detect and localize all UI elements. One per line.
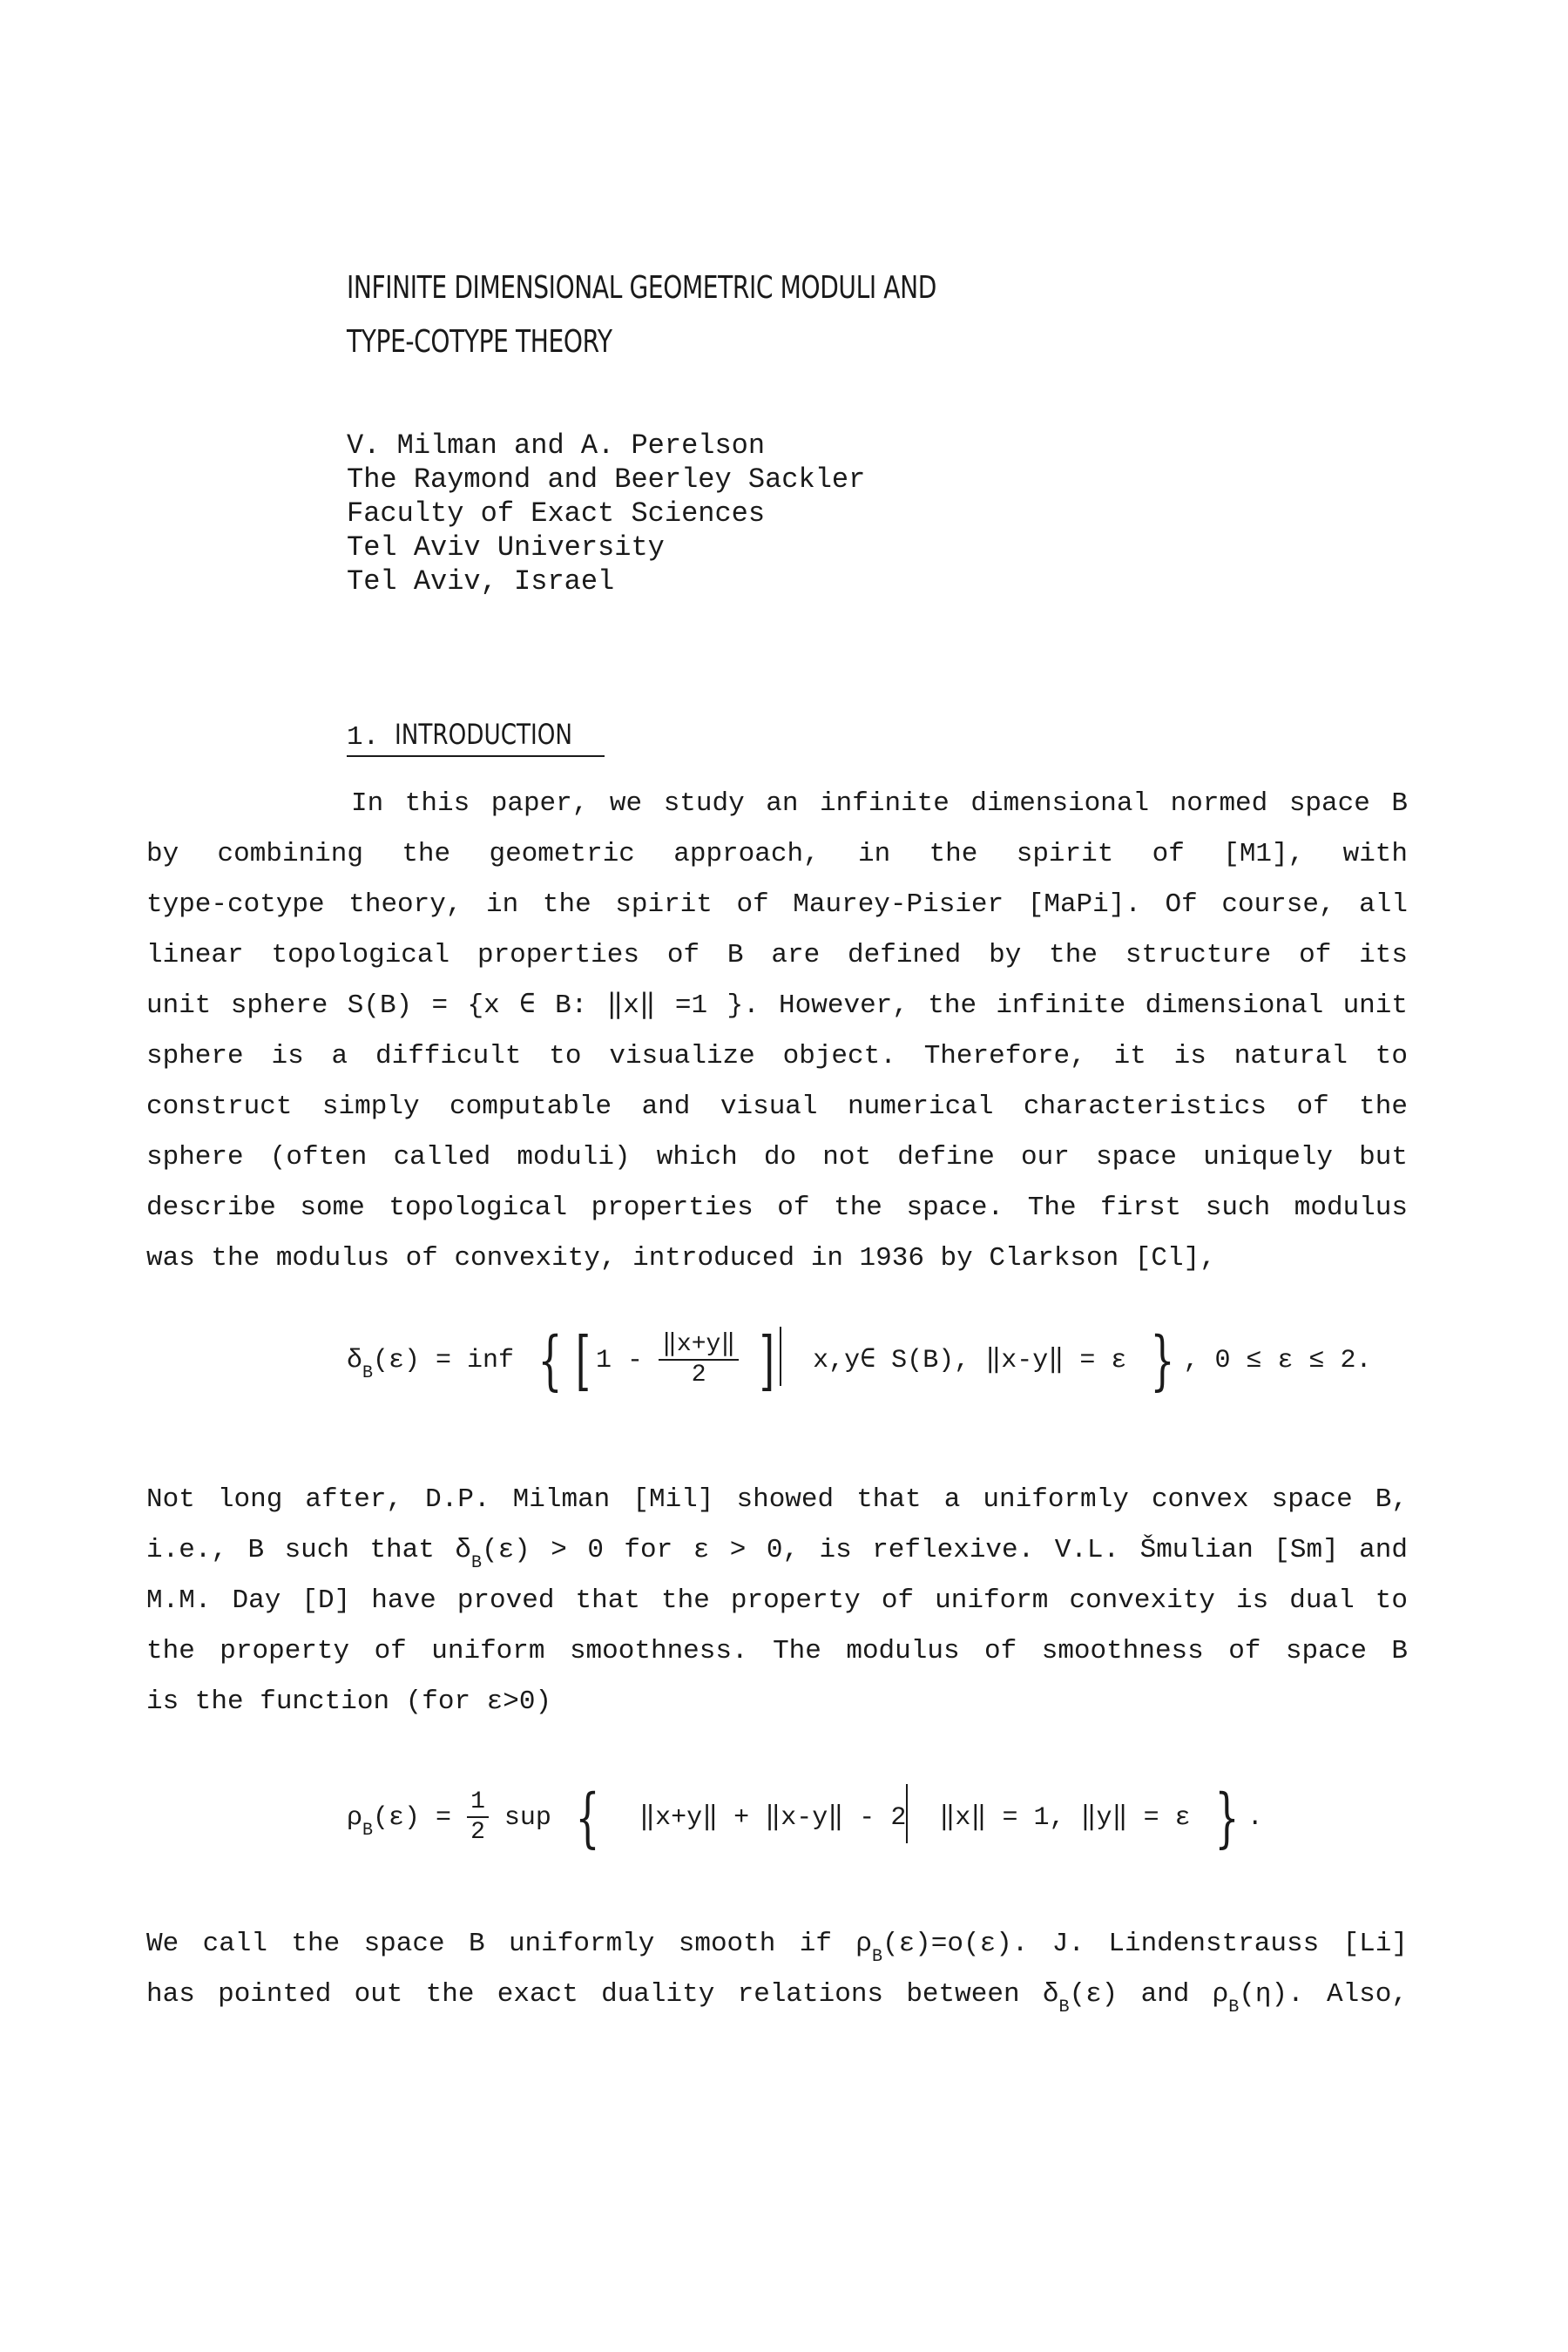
para1-line-6: sphere is a difficult to visualize object. Therefore, it is natural to: [146, 1041, 1408, 1071]
para1-line-10: was the modulus of convexity, introduced in 1936 by Clarkson [Cl],: [146, 1243, 1216, 1274]
para2-line-3: M.M. Day [D] have proved that the property of uniform convexity is dual to: [146, 1585, 1408, 1616]
para2-line-1: Not long after, D.P. Milman [Mil] showed that a uniformly convex space B,: [146, 1484, 1408, 1515]
para1-line-4: linear topological properties of B are defined by the structure of its: [146, 940, 1408, 970]
affiliation-line-2: Faculty of Exact Sciences: [347, 497, 766, 530]
equation-modulus-of-convexity: [347, 1323, 1372, 1398]
paper-title-line-1: INFINITE DIMENSIONAL GEOMETRIC MODULI AND: [347, 270, 936, 306]
eq1-outer-right-brace: }: [1150, 1323, 1176, 1398]
para2-line-2-b: (ε) > 0 for ε > 0, is reflexive. V.L. Šmulian [Sm] and: [481, 1535, 1408, 1565]
authors: V. Milman and A. Perelson: [347, 429, 766, 462]
para3-line-1-a: We call the space B uniformly smooth if ρ: [146, 1929, 872, 1959]
eq1-condition: x,y∈ S(B), ‖x-y‖ = ε: [813, 1346, 1127, 1375]
eq1-sub: B: [362, 1363, 374, 1383]
eq1-inner-right-bracket: ]: [759, 1323, 775, 1398]
equation-modulus-of-smoothness: [347, 1781, 1263, 1855]
para2-line-4: the property of uniform smoothness. The modulus of smoothness of space B: [146, 1636, 1408, 1666]
eq2-left-brace: {: [575, 1781, 600, 1855]
eq1-range: , 0 ≤ ε ≤ 2.: [1183, 1346, 1372, 1375]
eq1-arg: (ε) = inf: [373, 1346, 515, 1375]
eq1-such-that-bar: [780, 1327, 781, 1386]
para1-line-8: sphere (often called moduli) which do not define our space uniquely but: [146, 1142, 1408, 1173]
para3-line-2-sub2: B: [1228, 1997, 1240, 2017]
para2-line-2: [146, 1533, 1408, 1571]
para3-line-2-b: (ε) and ρ: [1069, 1979, 1229, 2010]
para3-line-2-a: has pointed out the exact duality relations between δ: [146, 1979, 1059, 2010]
eq2-condition: ‖x‖ = 1, ‖y‖ = ε: [939, 1803, 1191, 1833]
eq2-lhs: ρ: [347, 1803, 363, 1833]
eq1-denominator: 2: [691, 1361, 706, 1389]
section-number: 1.: [347, 722, 380, 753]
eq1-inner-left-bracket: [: [575, 1323, 591, 1398]
eq2-such-that-bar: [906, 1784, 908, 1843]
affiliation-line-3: Tel Aviv University: [347, 531, 665, 564]
para1-line-2: by combining the geometric approach, in the spirit of [M1], with: [146, 839, 1408, 869]
eq1-lhs: δ: [347, 1346, 363, 1375]
eq2-right-brace: }: [1214, 1781, 1240, 1855]
para1-line-9: describe some topological properties of the space. The first such modulus: [146, 1193, 1408, 1223]
para3-line-2-sub1: B: [1058, 1997, 1070, 2017]
para1-line-7: construct simply computable and visual numerical characteristics of the: [146, 1092, 1408, 1122]
eq1-fraction: [659, 1330, 739, 1389]
section-heading: [347, 718, 612, 753]
para3-line-1-sub: B: [871, 1947, 882, 1967]
eq2-end: .: [1247, 1803, 1263, 1833]
section-underline: [347, 755, 605, 757]
eq2-sup: sup: [504, 1803, 551, 1833]
eq2-body: ‖x+y‖ + ‖x-y‖ - 2: [639, 1803, 907, 1833]
para1-line-3: type-cotype theory, in the spirit of Maurey-Pisier [MaPi]. Of course, all: [146, 889, 1408, 920]
eq2-half-denominator: 2: [470, 1818, 485, 1846]
para1-line-1: In this paper, we study an infinite dimensional normed space B: [351, 788, 1408, 819]
section-title: INTRODUCTION: [395, 718, 573, 751]
paper-title-line-2: TYPE-COTYPE THEORY: [347, 324, 612, 360]
para2-line-2-a: i.e., B such that δ: [146, 1535, 471, 1565]
para1-line-5: unit sphere S(B) = {x ∈ B: ‖x‖ =1 }. However, the infinite dimensional unit: [146, 990, 1408, 1021]
eq1-outer-left-brace: {: [537, 1323, 563, 1398]
eq2-half: [467, 1790, 489, 1845]
para3-line-2: [146, 1977, 1408, 2015]
para3-line-1-b: (ε)=o(ε). J. Lindenstrauss [Li]: [882, 1929, 1408, 1959]
para3-line-1: [146, 1927, 1408, 1967]
eq2-half-numerator: 1: [467, 1790, 489, 1818]
eq2-arg: (ε) =: [373, 1803, 452, 1833]
para2-line-5: is the function (for ε>0): [146, 1686, 552, 1717]
affiliation-line-1: The Raymond and Beerley Sackler: [347, 463, 866, 496]
para3-line-2-c: (η). Also,: [1239, 1979, 1408, 2010]
affiliation-line-4: Tel Aviv, Israel: [347, 565, 615, 598]
para2-line-2-sub: B: [470, 1553, 482, 1573]
eq1-one-minus: 1 -: [596, 1346, 644, 1375]
eq1-numerator: ‖x+y‖: [659, 1333, 739, 1361]
eq2-sub: B: [362, 1821, 374, 1841]
